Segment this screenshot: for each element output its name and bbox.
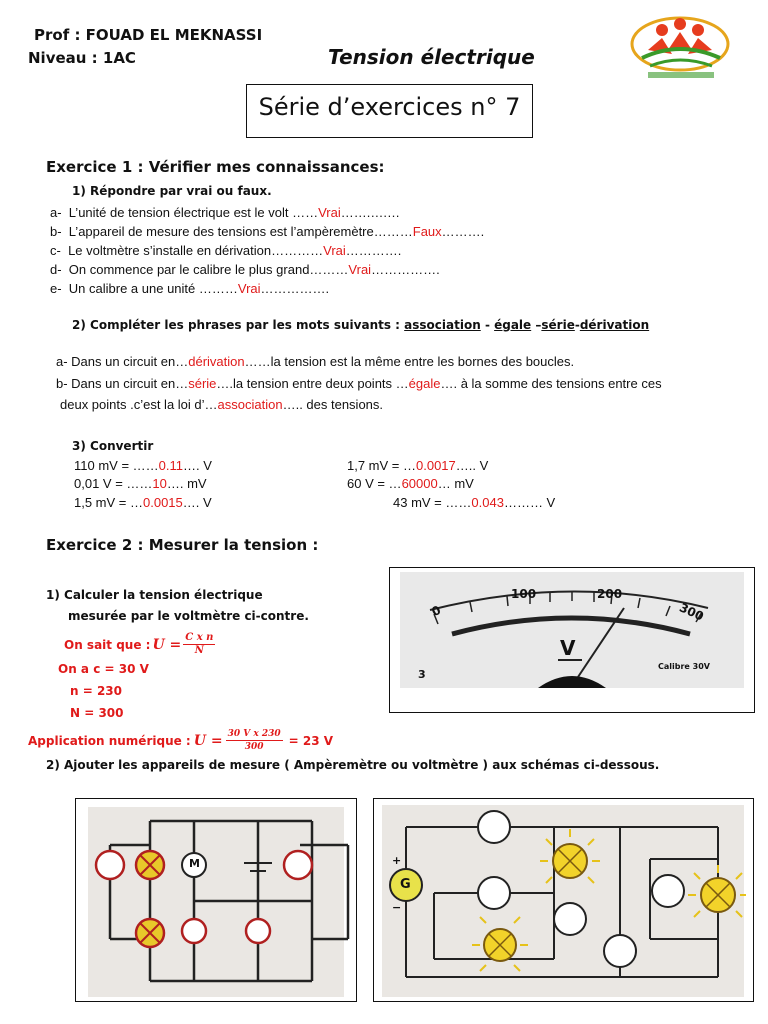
answer: Vrai [237, 281, 261, 296]
meter-unit: V [560, 636, 576, 660]
fill-sentence-b-cont: deux points .c’est la loi d’…association….. des tensions. [60, 397, 384, 412]
meter-tick-label: 0 [429, 602, 443, 620]
question-1-3: 3) Convertir [72, 439, 154, 453]
answer: Faux [412, 224, 442, 239]
meter-tick-label: 200 [597, 587, 623, 601]
motor-label: M [189, 857, 200, 870]
circuit-diagram-1 [75, 798, 357, 1002]
fill-sentence-b: b- Dans un circuit en…série….la tension entre deux points …égale…. à la somme des tensions entre ces [56, 376, 662, 391]
question-1-1: 1) Répondre par vrai ou faux. [72, 184, 272, 198]
answer: Vrai [348, 262, 372, 277]
voltmeter-figure [389, 567, 755, 713]
meter-tick-label: 100 [511, 587, 537, 601]
given-N: N = 300 [70, 706, 124, 720]
question-1-2: 2) Compléter les phrases par les mots suivants : association - égale –série-dérivation [72, 318, 650, 332]
meter-calibre: Calibre 30V [658, 662, 710, 671]
series-title: Série d’exercices n° 7 [258, 93, 521, 121]
question-2-2: 2) Ajouter les appareils de mesure ( Ampèremètre ou voltmètre ) aux schémas ci-dessous. [46, 758, 660, 772]
conversion: 0,01 V = ……10…. mV [74, 476, 207, 491]
given-c: On a c = 30 V [58, 662, 149, 676]
question-2-1-cont: mesurée par le voltmètre ci-contre. [68, 609, 309, 623]
numerical-application: Application numérique : U = $\frac{\text{30 V x 230}}{300}$ = 23 V [28, 729, 334, 752]
true-false-item: a- L’unité de tension électrique est le volt ……Vrai…….….… [50, 205, 400, 220]
minus-terminal: − [392, 901, 402, 914]
conversion: 60 V = …60000… mV [347, 476, 474, 491]
conversion: 43 mV = ……0.043……… V [393, 495, 556, 510]
plus-terminal: + [392, 854, 402, 867]
level-label: Niveau : 1AC [28, 49, 136, 67]
conversion: 110 mV = ……0.11…. V [74, 458, 212, 473]
school-logo [628, 10, 734, 82]
meter-tick-label: 300 [677, 600, 706, 624]
series-title-box [246, 84, 533, 138]
true-false-item: b- L’appareil de mesure des tensions est l’ampèremètre………Faux………. [50, 224, 485, 239]
formula: On sait que : U = $\frac{\text{C x n}}{N}$ [64, 632, 214, 656]
page-title: Tension électrique [328, 45, 535, 69]
circuit-diagram-2 [373, 798, 754, 1002]
answer: Vrai [318, 205, 341, 220]
teacher-name: Prof : FOUAD EL MEKNASSI [34, 26, 263, 44]
conversion: 1,5 mV = …0.0015…. V [74, 495, 212, 510]
conversion: 1,7 mV = …0.0017….. V [347, 458, 489, 473]
true-false-item: d- On commence par le calibre le plus grand………Vrai……………. [50, 262, 440, 277]
exercise-1-title: Exercice 1 : Vérifier mes connaissances: [46, 158, 385, 176]
true-false-item: c- Le voltmètre s’installe en dérivation…………Vrai…………. [50, 243, 402, 258]
question-2-1: 1) Calculer la tension électrique [46, 588, 263, 602]
meter-number: 3 [418, 668, 426, 681]
given-n: n = 230 [70, 684, 123, 698]
true-false-item: e- Un calibre a une unité ………Vrai……………. [50, 281, 330, 296]
exercise-2-title: Exercice 2 : Mesurer la tension : [46, 536, 319, 554]
generator-label: G [400, 877, 411, 892]
answer: Vrai [323, 243, 346, 258]
fill-sentence-a: a- Dans un circuit en…dérivation……la tension est la même entre les bornes des boucles. [56, 354, 575, 369]
